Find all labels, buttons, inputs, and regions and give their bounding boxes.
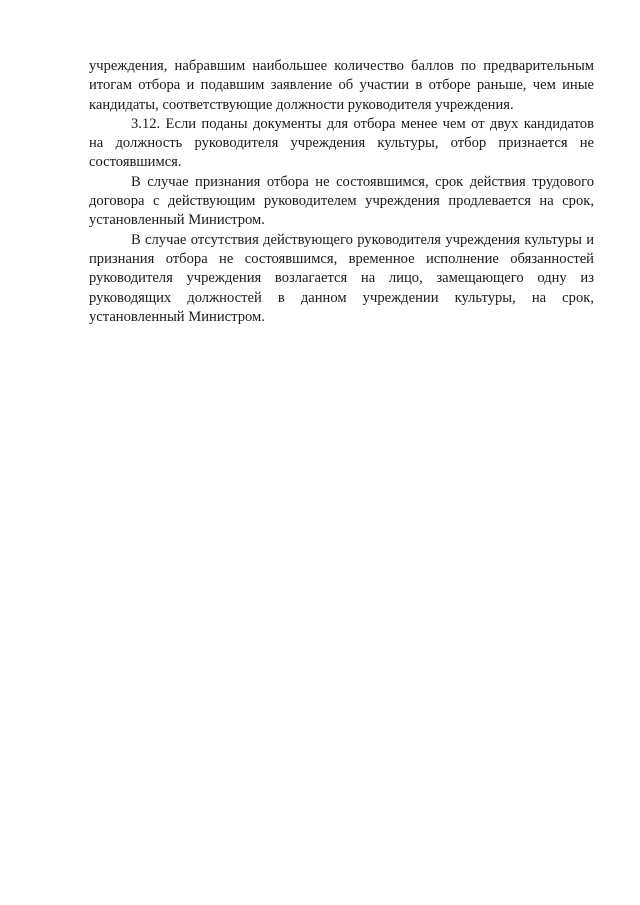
paragraph-contract-extension: В случае признания отбора не состоявшимся, срок действия трудового договора с действующим руководителем учреждения продлевается на срок, установленный Министром. [89, 173, 594, 229]
paragraph-continuation: учреждения, набравшим наибольшее количество баллов по предварительным итогам отбора и подавшим заявление об участии в отборе раньше, чем иные кандидаты, соответствующие должности руководителя учреждения. [89, 58, 594, 113]
paragraph-clause-3-12: 3.12. Если поданы документы для отбора менее чем от двух кандидатов на должность руководителя учреждения культуры, отбор признается не состоявшимся. [89, 115, 594, 171]
document-body [89, 57, 594, 327]
paragraph-temporary-duties: В случае отсутствия действующего руководителя учреждения культуры и признания отбора не состоявшимся, временное исполнение обязанностей руководителя учреждения возлагается на лицо, замещающего одну из руководящих должностей в данном учреждении культуры, на срок, установленный Министром. [89, 231, 594, 325]
